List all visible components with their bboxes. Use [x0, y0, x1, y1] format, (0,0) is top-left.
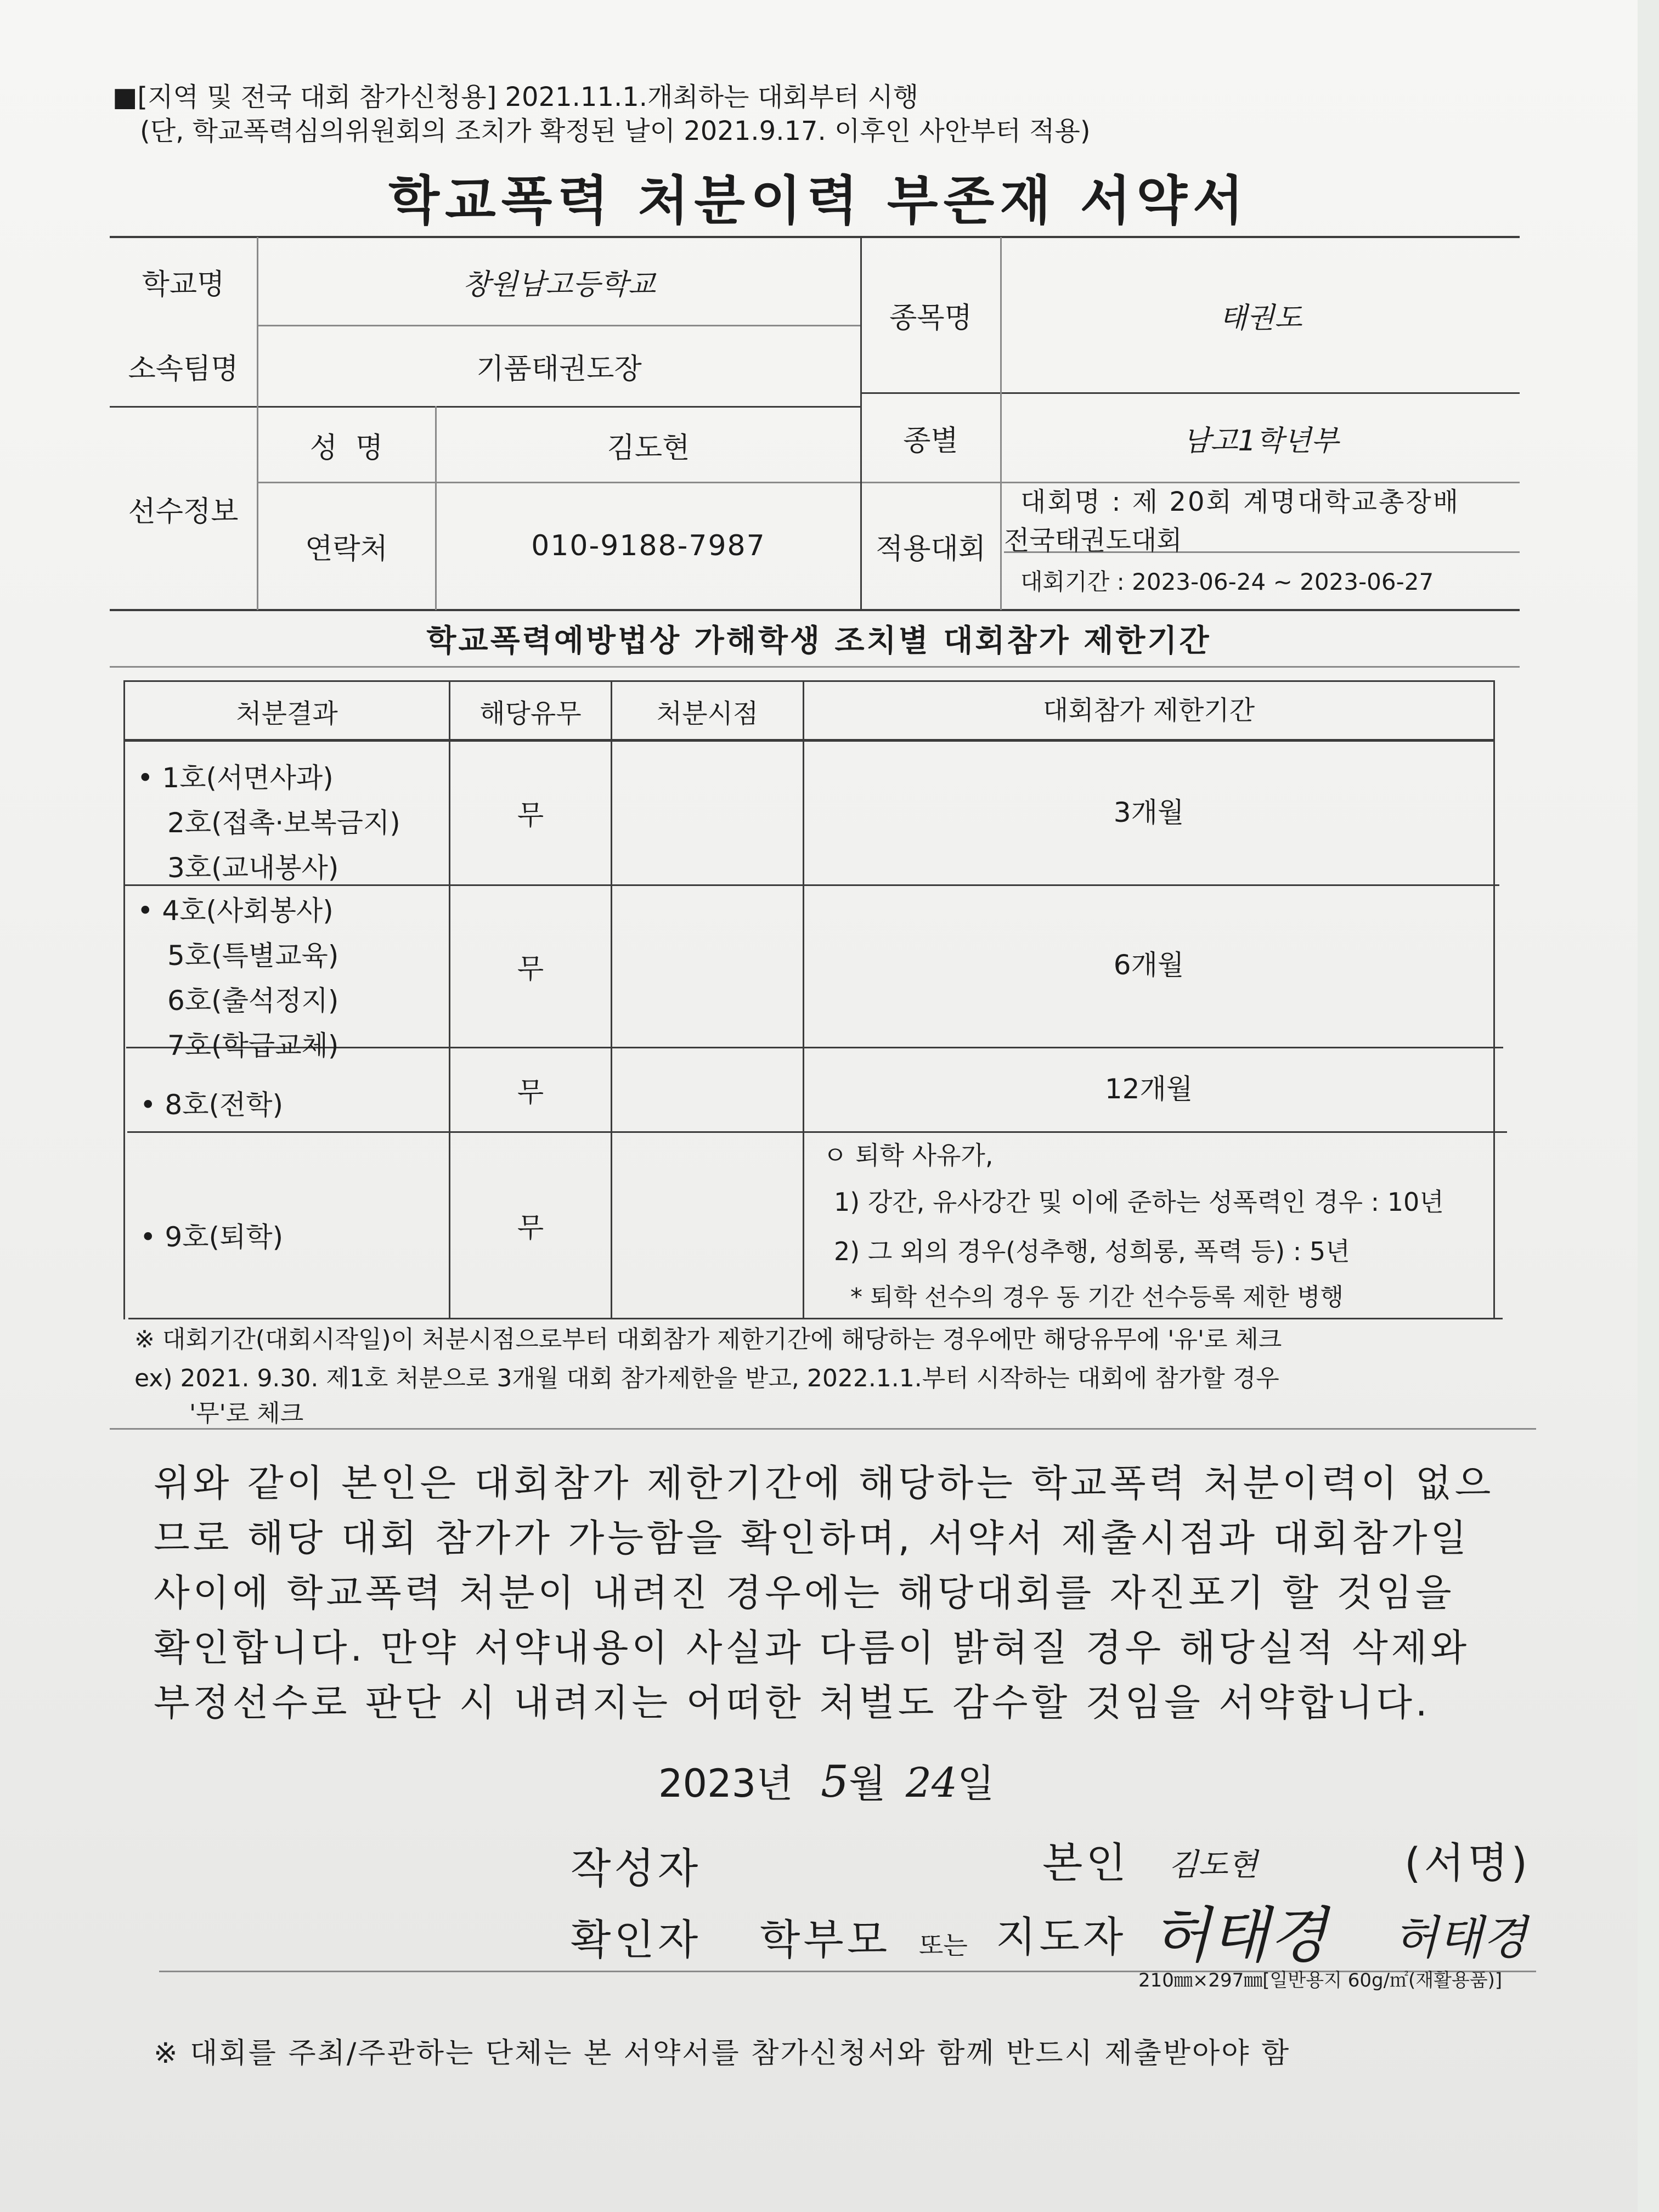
divider	[110, 1428, 1536, 1430]
competition-label: 적용대회	[876, 532, 986, 566]
table-border	[123, 680, 125, 1319]
row1-line2: 2호(접촉·보복금지)	[167, 807, 400, 839]
confirmer-label: 확인자	[571, 1915, 702, 1964]
team-value: 기품태권도장	[476, 352, 642, 386]
or-label: 또는	[919, 1931, 968, 1960]
row3-period: 12개월	[1104, 1073, 1193, 1105]
table-border	[123, 680, 1495, 682]
footer-note: ※ 대회를 주최/주관하는 단체는 본 서약서를 참가신청서와 함께 반드시 제출받아야 함	[154, 2037, 1291, 2070]
row2-line2: 5호(특별교육)	[167, 940, 339, 972]
row1-applicable: 무	[517, 799, 544, 831]
header-result: 처분결과	[236, 698, 338, 729]
desk-edge	[1638, 0, 1659, 2212]
table-border	[611, 680, 612, 1319]
division-label: 종별	[903, 424, 958, 458]
header-applicable: 해당유무	[479, 698, 582, 729]
pledge-line-4: 확인합니다. 만약 서약내용이 사실과 다름이 밝혀질 경우 해당실적 삭제와	[154, 1627, 1470, 1670]
self-signature-handwritten: 김도현	[1169, 1847, 1258, 1883]
date-day-handwritten: 24	[905, 1759, 957, 1807]
sport-value: 태권도	[1219, 302, 1302, 335]
section-title: 학교폭력예방법상 가해학생 조치별 대회참가 제한기간	[426, 623, 1211, 659]
row2-line3: 6호(출석정지)	[167, 985, 339, 1017]
team-label: 소속팀명	[128, 352, 239, 386]
row4-period-line3: 2) 그 외의 경우(성추행, 성희롱, 폭력 등) : 5년	[834, 1237, 1350, 1266]
header-period: 대회참가 제한기간	[1042, 695, 1255, 726]
table-border	[1493, 680, 1495, 1319]
date-day-label: 일	[957, 1761, 995, 1806]
coach-label: 지도자	[996, 1912, 1127, 1961]
writer-label: 작성자	[571, 1844, 702, 1893]
name-value: 김도현	[607, 431, 690, 465]
parent-label: 학부모	[760, 1915, 891, 1964]
notice-line-1: ■[지역 및 전국 대회 참가신청용] 2021.11.1.개최하는 대회부터 시행	[112, 82, 919, 112]
row2-line1: • 4호(사회봉사)	[137, 895, 334, 927]
pledge-line-1: 위와 같이 본인은 대회참가 제한기간에 해당하는 학교폭력 처분이력이 없으	[154, 1462, 1494, 1505]
row4-period-line4: * 퇴학 선수의 경우 동 기간 선수등록 제한 병행	[850, 1283, 1344, 1311]
row4-line1: • 9호(퇴학)	[140, 1221, 284, 1253]
paper-spec: 210㎜×297㎜[일반용지 60g/㎡(재활용품)]	[1138, 1970, 1503, 1991]
row1-line1: • 1호(서면사과)	[137, 762, 334, 794]
date-line	[658, 1753, 995, 1808]
note-1: ※ 대회기간(대회시작일)이 처분시점으로부터 대회참가 제한기간에 해당하는 경우에만 해당유무에 '유'로 체크	[134, 1325, 1282, 1353]
row2-applicable: 무	[517, 952, 544, 985]
sign-label: (서명)	[1404, 1838, 1531, 1887]
info-bottom-border	[110, 609, 1520, 611]
header-time: 처분시점	[656, 698, 759, 729]
row2-line4: 7호(학급교체)	[167, 1030, 339, 1062]
coach-signature-handwritten: 허태경	[1393, 1911, 1527, 1965]
pledge-line-5: 부정선수로 판단 시 내려지는 어떠한 처벌도 감수할 것임을 서약합니다.	[154, 1681, 1431, 1725]
contact-label: 연락처	[305, 532, 388, 566]
note-3: '무'로 체크	[189, 1400, 304, 1427]
contact-value: 010-9188-7987	[531, 529, 766, 562]
coach-name-handwritten: 허태경	[1152, 1900, 1327, 1971]
player-info-label: 선수정보	[128, 495, 239, 528]
row2-period: 6개월	[1113, 949, 1184, 981]
competition-name-cont: 전국태권도대회	[1004, 525, 1182, 556]
school-value: 창원남고등학교	[462, 268, 656, 301]
pledge-line-3: 사이에 학교폭력 처분이 내려진 경우에는 해당대회를 자진포기 할 것임을	[154, 1572, 1455, 1615]
self-label: 본인	[1042, 1838, 1130, 1887]
divider	[110, 666, 1520, 668]
row4-applicable: 무	[517, 1211, 544, 1244]
name-label: 성 명	[309, 431, 383, 465]
row1-line3: 3호(교내봉사)	[167, 852, 339, 884]
competition-name: 대회명 : 제 20회 계명대학교총장배	[1020, 487, 1460, 517]
row3-applicable: 무	[517, 1076, 544, 1108]
date-year: 2023년	[658, 1761, 793, 1806]
document-title: 학교폭력 처분이력 부존재 서약서	[388, 170, 1249, 232]
notice-line-2: (단, 학교폭력심의위원회의 조치가 확정된 날이 2021.9.17. 이후인 사안부터 적용)	[140, 116, 1091, 146]
pledge-line-2: 므로 해당 대회 참가가 가능함을 확인하며, 서약서 제출시점과 대회참가일	[154, 1517, 1470, 1560]
note-2: ex) 2021. 9.30. 제1호 처분으로 3개월 대회 참가제한을 받고, 2022.1.1.부터 시작하는 대회에 참가할 경우	[134, 1364, 1279, 1392]
divider	[110, 406, 861, 408]
row4-period-line2: 1) 강간, 유사강간 및 이에 준하는 성폭력인 경우 : 10년	[834, 1187, 1444, 1217]
date-month-handwritten: 5	[821, 1756, 849, 1807]
sport-label: 종목명	[889, 302, 972, 335]
division-value: 남고1학년부	[1182, 424, 1339, 458]
table-row-border	[127, 1131, 1507, 1133]
school-label: 학교명	[142, 268, 225, 301]
competition-period: 대회기간 : 2023-06-24 ~ 2023-06-27	[1020, 568, 1434, 595]
date-month-label: 월	[848, 1761, 886, 1806]
row4-period-line1: ㅇ 퇴학 사유가,	[823, 1141, 994, 1170]
row3-line1: • 8호(전학)	[140, 1089, 284, 1121]
row1-period: 3개월	[1113, 797, 1184, 828]
